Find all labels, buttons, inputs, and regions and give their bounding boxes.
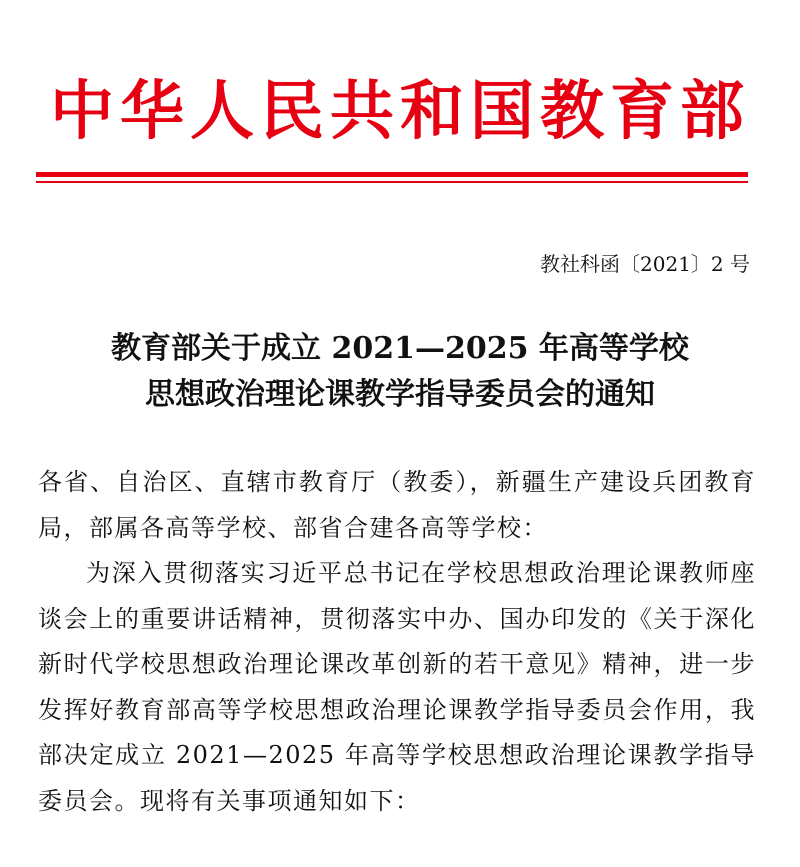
letterhead-divider-thin bbox=[36, 181, 748, 183]
addressee-paragraph: 各省、自治区、直辖市教育厅（教委），新疆生产建设兵团教育局，部属各高等学校、部省合建各高等学校： bbox=[38, 468, 756, 542]
document-title bbox=[0, 326, 800, 418]
document-number: 教社科函〔2021〕2 号 bbox=[540, 252, 750, 276]
document-title-line-2: 思想政治理论课教学指导委员会的通知 bbox=[145, 377, 655, 412]
letterhead-divider-thick bbox=[36, 172, 748, 177]
document-body bbox=[38, 460, 756, 824]
document-title-line-1: 教育部关于成立 2021—2025 年高等学校 bbox=[111, 331, 689, 366]
letterhead-title: 中华人民共和国教育部 bbox=[50, 75, 750, 149]
body-paragraph-1: 为深入贯彻落实习近平总书记在学校思想政治理论课教师座谈会上的重要讲话精神，贯彻落实中办、国办印发的《关于深化新时代学校思想政治理论课改革创新的若干意见》精神，进一步发挥好教育部高等学校思想政治理论课教学指导委员会作用，我部决定成立 2021—2025 年高等学校思想政治理论课教学指导委员会。现将有关事项通知如下： bbox=[38, 559, 756, 815]
